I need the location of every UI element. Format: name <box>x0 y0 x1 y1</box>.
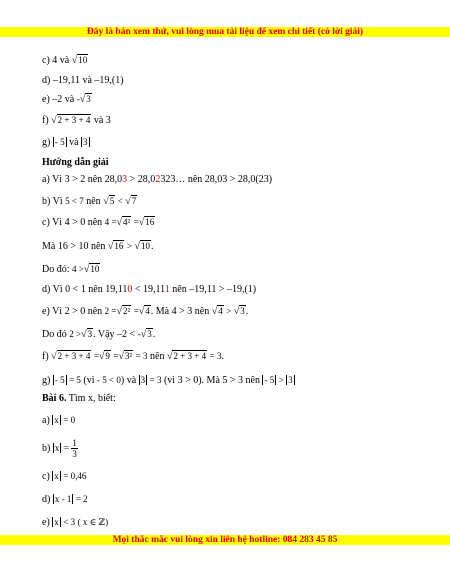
item-c: c) 4 và √10 <box>42 55 88 66</box>
item-f: f) √2 + 3 + 4 và 3 <box>42 115 111 126</box>
ex6-d: d) x - 1 = 2 <box>42 494 88 505</box>
guide-g: g) - 5 = 5 (vì - 5 < 0) và 3 = 3 (vì 3 > 0). Mà 5 > 3 nên - 5 > 3 <box>42 375 293 386</box>
guide-c2: Mà 16 > 10 nên √16 > √10. <box>42 241 154 252</box>
guide-c3: Do đó: 4 >√10 <box>42 264 100 275</box>
item-e: e) –2 và -√3 <box>42 94 91 105</box>
item-g: g) - 5 và 3 <box>42 137 88 148</box>
ex6-b: b) x = $\frac{1}{3}$ <box>42 438 77 459</box>
ex6-a: a) x = 0 <box>42 415 76 426</box>
guide-e: e) Vì 2 > 0 nên 2 =√2² =√4. Mà 4 > 3 nên √4 > √3. <box>42 306 249 317</box>
ex6-c: c) x = 0,46 <box>42 471 87 482</box>
guide-e2: Do đó 2 >√3. Vậy –2 < -√3. <box>42 329 156 340</box>
hotline-footer: Mọi thắc mắc vui lòng xin liên hệ hotline: 084 283 45 85 <box>0 535 450 545</box>
fraction: $\frac{1}{3}$ <box>72 438 77 459</box>
ex6-e: e) x < 3 ( x ∈ ℤ) <box>42 517 109 528</box>
exercise-6-heading: Bài 6. Tìm x, biết: <box>42 393 116 404</box>
preview-banner: Đây là bản xem thử, vui lòng mua tài liệu để xem chi tiết (có lời giải) <box>0 27 450 37</box>
guide-b: b) Vì 5 < 7 nên √5 < √7 <box>42 196 137 207</box>
guide-c: c) Vì 4 > 0 nên 4 =√4² =√16 <box>42 217 155 228</box>
guide-d: d) Vì 0 < 1 nên 19,110 < 19,111 nên –19,11 > –19,(1) <box>42 284 257 295</box>
guide-title: Hướng dẫn giải <box>42 157 109 168</box>
item-d: d) –19,11 và –19,(1) <box>42 75 124 86</box>
guide-a: a) Vì 3 > 2 nên 28,03 > 28,02323… nên 28,03 > 28,0(23) <box>42 174 273 185</box>
guide-f: f) √2 + 3 + 4 =√9 =√3² = 3 nên √2 + 3 + 4 = 3. <box>42 351 224 362</box>
